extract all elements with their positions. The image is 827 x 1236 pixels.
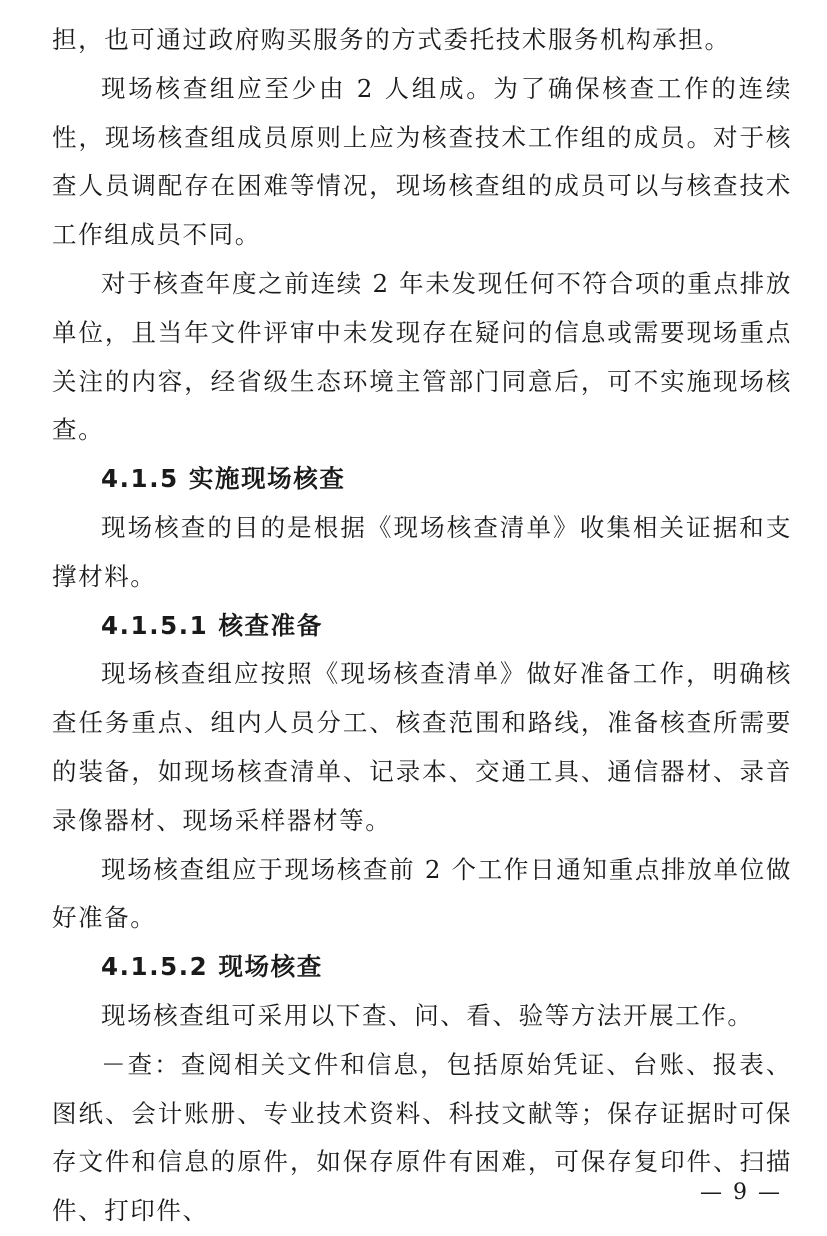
section-heading-4-1-5: 4.1.5 实施现场核查 [101, 464, 346, 494]
paragraph-check-documents: －查：查阅相关文件和信息，包括原始凭证、台账、报表、图纸、会计账册、专业技术资料、科技文献等；保存证据时可保存文件和信息的原件，如保存原件有困难，可保存复印件、扫描件、打印件、 [52, 1049, 792, 1226]
paragraph-team-composition: 现场核查组应至少由 2 人组成。为了确保核查工作的连续性，现场核查组成员原则上应为核查技术工作组的成员。对于核查人员调配存在困难等情况，现场核查组的成员可以与核查技术工作组成员不同。 [52, 73, 792, 250]
paragraph-continued: 担，也可通过政府购买服务的方式委托技术服务机构承担。 [52, 25, 731, 54]
section-heading-4-1-5-2: 4.1.5.2 现场核查 [101, 952, 323, 982]
paragraph-exemption: 对于核查年度之前连续 2 年未发现任何不符合项的重点排放单位，且当年文件评审中未发现存在疑问的信息或需要现场重点关注的内容，经省级生态环境主管部门同意后，可不实施现场核查。 [52, 268, 792, 445]
paragraph-notification: 现场核查组应于现场核查前 2 个工作日通知重点排放单位做好准备。 [52, 854, 792, 933]
paragraph-preparation: 现场核查组应按照《现场核查清单》做好准备工作，明确核查任务重点、组内人员分工、核查范围和路线，准备核查所需要的装备，如现场核查清单、记录本、交通工具、通信器材、录音录像器材、现场采样器材等。 [52, 659, 792, 835]
paragraph-methods: 现场核查组可采用以下查、问、看、验等方法开展工作。 [101, 1000, 754, 1030]
document-page [52, 16, 792, 1236]
paragraph-purpose: 现场核查的目的是根据《现场核查清单》收集相关证据和支撑材料。 [52, 512, 792, 591]
section-heading-4-1-5-1: 4.1.5.1 核查准备 [101, 610, 323, 640]
page-number: — 9 — [700, 1180, 782, 1205]
